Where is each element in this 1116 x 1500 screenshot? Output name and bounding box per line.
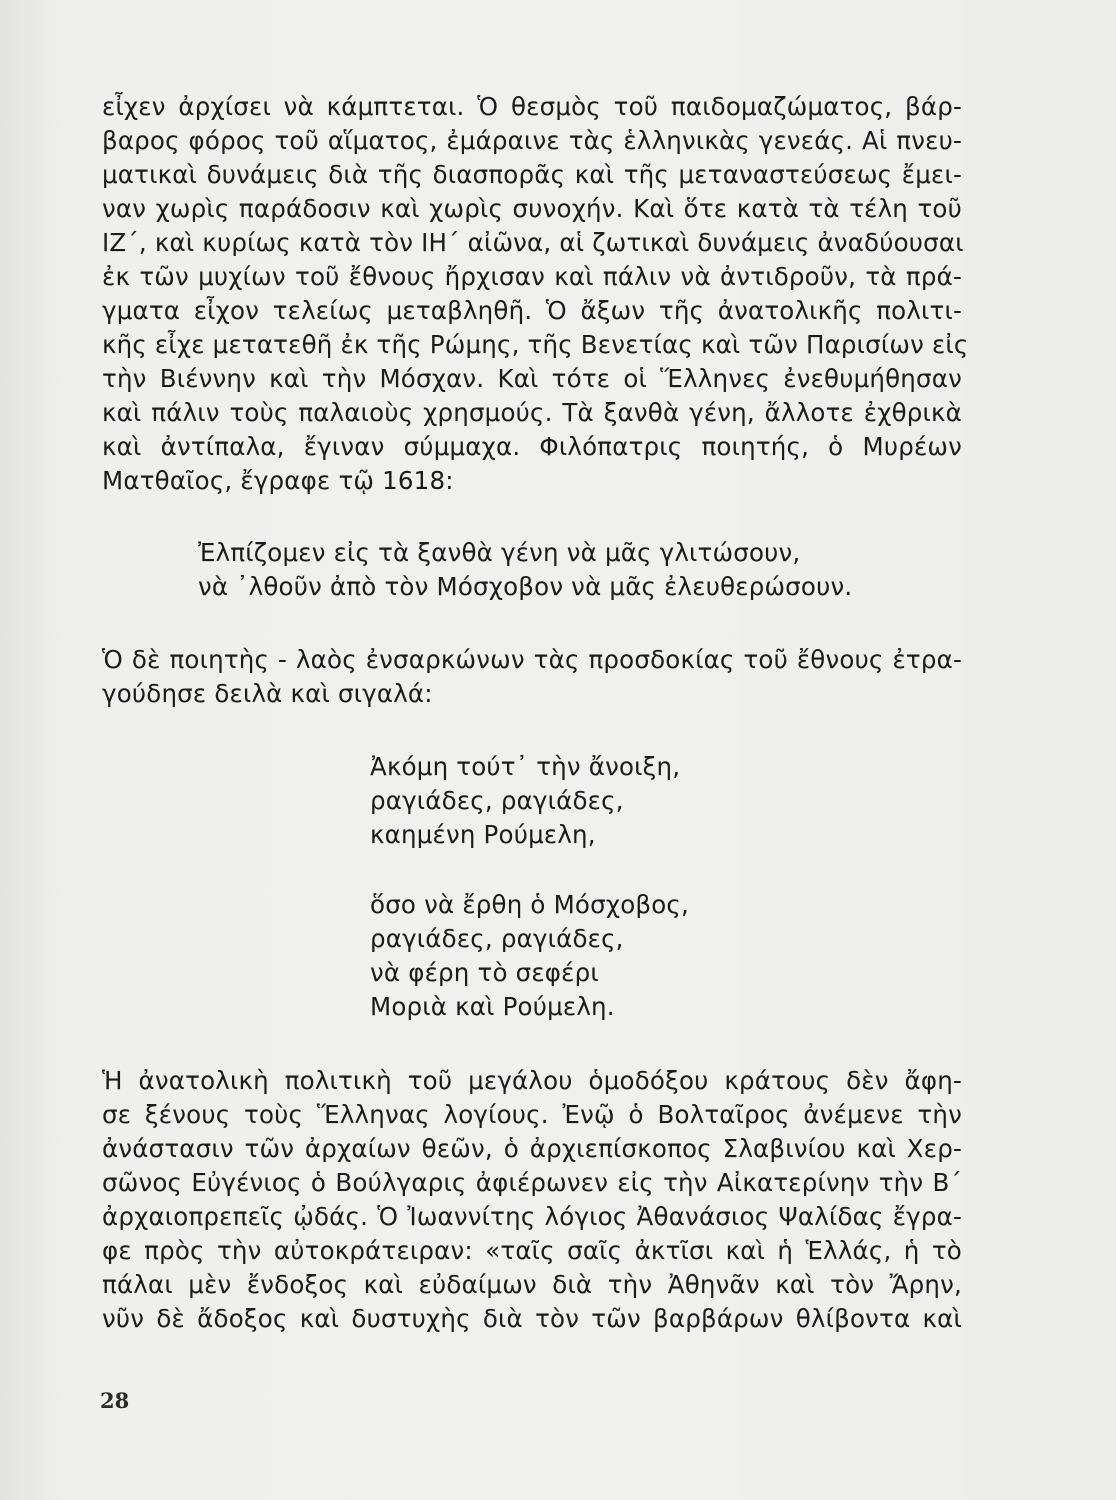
couplet-line: Ἐλπίζομεν εἰς τὰ ξανθὰ γένη νὰ μᾶς γλιτώσουν, [198, 538, 801, 567]
page-number: 28 [100, 1388, 130, 1413]
text-line: Ἡ ἀνατολικὴ πολιτικὴ τοῦ μεγάλου ὁμοδόξου κράτους δὲν ἄφη- [102, 1066, 962, 1095]
text-line: φε πρὸς τὴν αὐτοκράτειραν: «ταῖς σαῖς ἀκτῖσι καὶ ἡ Ἑλλάς, ἡ τὸ [102, 1236, 962, 1265]
text-line: νῦν δὲ ἄδοξος καὶ δυστυχὴς διὰ τὸν τῶν βαρβάρων θλίβοντα καὶ [102, 1304, 962, 1333]
text-line: ΙΖ΄, καὶ κυρίως κατὰ τὸν ΙΗ΄ αἰῶνα, αἱ ζωτικαὶ δυνάμεις ἀναδύουσαι [102, 228, 964, 257]
text-line: εἶχεν ἀρχίσει νὰ κάμπτεται. Ὁ θεσμὸς τοῦ παιδομαζώματος, βάρ- [102, 92, 962, 121]
text-line: γματα εἶχον τελείως μεταβληθῆ. Ὁ ἄξων τῆς ἀνατολικῆς πολιτι- [102, 296, 962, 325]
text-line: ἐκ τῶν μυχίων τοῦ ἔθνους ἤρχισαν καὶ πάλιν νὰ ἀντιδροῦν, τὰ πρά- [102, 262, 962, 291]
text-line: τὴν Βιέννην καὶ τὴν Μόσχαν. Καὶ τότε οἱ Ἕλληνες ἐνεθυμήθησαν [102, 364, 962, 393]
text-line: γούδησε δειλὰ καὶ σιγαλά: [102, 679, 433, 708]
song-line: ραγιάδες, ραγιάδες, [370, 924, 624, 953]
song-line: Ἀκόμη τούτ᾿ τὴν ἄνοιξη, [370, 752, 681, 781]
song-line: καημένη Ρούμελη, [370, 820, 596, 849]
song-line: Μοριὰ καὶ Ρούμελη. [370, 992, 615, 1021]
text-line: σε ξένους τοὺς Ἕλληνας λογίους. Ἐνῷ ὁ Βολταῖρος ἀνέμενε τὴν [102, 1100, 962, 1129]
text-line: ματικαὶ δυνάμεις διὰ τῆς διασπορᾶς καὶ τῆς μεταναστεύσεως ἔμει- [102, 160, 962, 189]
text-line: ἀνάστασιν τῶν ἀρχαίων θεῶν, ὁ ἀρχιεπίσκοπος Σλαβινίου καὶ Χερ- [102, 1134, 962, 1163]
text-line: καὶ πάλιν τοὺς παλαιοὺς χρησμούς. Τὰ ξανθὰ γένη, ἄλλοτε ἐχθρικὰ [102, 398, 962, 427]
text-line: σῶνος Εὐγένιος ὁ Βούλγαρις ἀφιέρωνεν εἰς τὴν Αἰκατερίνην τὴν Β΄ [102, 1168, 962, 1197]
couplet-line: νὰ ᾿λθοῦν ἀπὸ τὸν Μόσχοβον νὰ μᾶς ἐλευθερώσουν. [198, 572, 853, 601]
song-line: ὅσο νὰ ἔρθη ὁ Μόσχοβος, [370, 890, 689, 919]
text-line: Ματθαῖος, ἔγραφε τῷ 1618: [102, 466, 454, 495]
text-line: Ὁ δὲ ποιητὴς - λαὸς ἐνσαρκώνων τὰς προσδοκίας τοῦ ἔθνους ἐτρα- [102, 645, 962, 674]
text-line: καὶ ἀντίπαλα, ἔγιναν σύμμαχα. Φιλόπατρις ποιητής, ὁ Μυρέων [102, 432, 962, 461]
text-line: ναν χωρὶς παράδοσιν καὶ χωρὶς συνοχήν. Καὶ ὅτε κατὰ τὰ τέλη τοῦ [102, 194, 962, 223]
text-line: βαρος φόρος τοῦ αἵματος, ἐμάραινε τὰς ἑλληνικὰς γενεάς. Αἱ πνευ- [102, 126, 962, 155]
text-line: ἀρχαιοπρεπεῖς ᾠδάς. Ὁ Ἰωαννίτης λόγιος Ἀθανάσιος Ψαλίδας ἔγρα- [102, 1202, 962, 1231]
song-line: νὰ φέρη τὸ σεφέρι [370, 958, 599, 987]
song-line: ραγιάδες, ραγιάδες, [370, 786, 624, 815]
text-line: πάλαι μὲν ἔνδοξος καὶ εὐδαίμων διὰ τὴν Ἀθηνᾶν καὶ τὸν Ἄρην, [102, 1270, 962, 1299]
text-line: κῆς εἶχε μετατεθῆ ἐκ τῆς Ρώμης, τῆς Βενετίας καὶ τῶν Παρισίων εἰς [102, 330, 969, 359]
